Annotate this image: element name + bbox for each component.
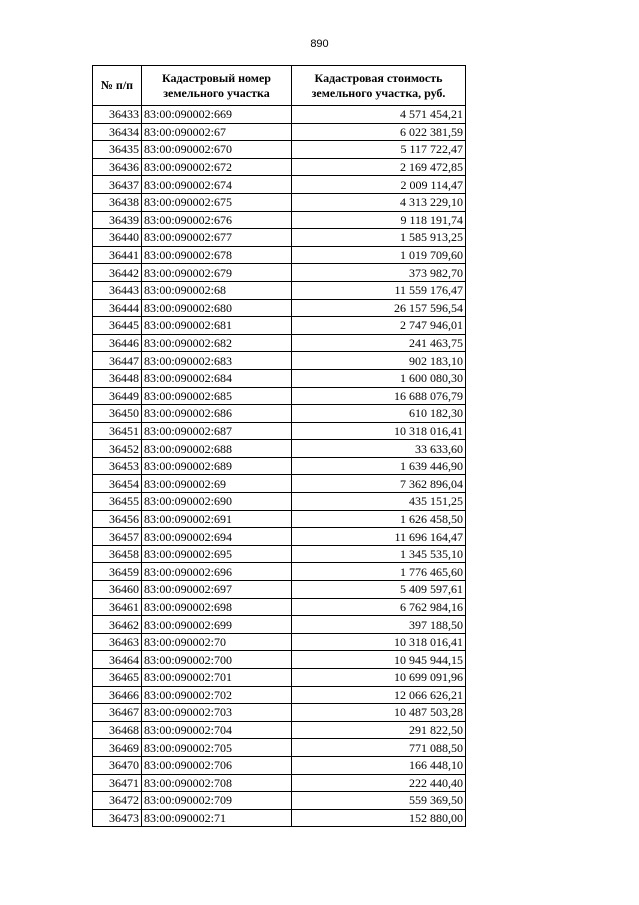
table-row [93, 440, 466, 458]
cadastral-value-cell: 241 463,75 [292, 334, 466, 352]
table-row [93, 193, 466, 211]
table-row [93, 229, 466, 247]
cadastral-value-cell: 1 585 913,25 [292, 229, 466, 247]
cadastral-number-cell: 83:00:090002:70 [142, 633, 292, 651]
cadastral-number-cell: 83:00:090002:709 [142, 792, 292, 810]
row-number-cell: 36469 [93, 739, 142, 757]
row-number-cell: 36451 [93, 422, 142, 440]
cadastral-value-cell: 6 762 984,16 [292, 598, 466, 616]
cadastral-number-cell: 83:00:090002:702 [142, 686, 292, 704]
cadastral-number-cell: 83:00:090002:672 [142, 158, 292, 176]
cadastral-number-cell: 83:00:090002:678 [142, 246, 292, 264]
row-number-cell: 36465 [93, 669, 142, 687]
row-number-cell: 36456 [93, 510, 142, 528]
table-body [93, 106, 466, 827]
cadastral-value-cell: 4 313 229,10 [292, 193, 466, 211]
table-row [93, 774, 466, 792]
cadastral-number-cell: 83:00:090002:703 [142, 704, 292, 722]
cadastral-value-cell: 397 188,50 [292, 616, 466, 634]
row-number-cell: 36435 [93, 141, 142, 159]
header-row-number: № п/п [93, 66, 142, 106]
cadastral-value-cell: 435 151,25 [292, 493, 466, 511]
row-number-cell: 36441 [93, 246, 142, 264]
cadastral-number-cell: 83:00:090002:675 [142, 193, 292, 211]
cadastral-value-cell: 1 776 465,60 [292, 563, 466, 581]
row-number-cell: 36461 [93, 598, 142, 616]
cadastral-number-cell: 83:00:090002:700 [142, 651, 292, 669]
cadastral-number-cell: 83:00:090002:681 [142, 317, 292, 335]
row-number-cell: 36447 [93, 352, 142, 370]
table-row [93, 457, 466, 475]
cadastral-number-cell: 83:00:090002:696 [142, 563, 292, 581]
table-row [93, 176, 466, 194]
cadastral-number-cell: 83:00:090002:694 [142, 528, 292, 546]
table-row [93, 422, 466, 440]
table-row [93, 475, 466, 493]
cadastral-value-cell: 152 880,00 [292, 809, 466, 827]
table-row [93, 563, 466, 581]
row-number-cell: 36438 [93, 193, 142, 211]
cadastral-number-cell: 83:00:090002:686 [142, 405, 292, 423]
row-number-cell: 36458 [93, 545, 142, 563]
cadastral-number-cell: 83:00:090002:695 [142, 545, 292, 563]
cadastral-value-cell: 1 019 709,60 [292, 246, 466, 264]
cadastral-number-cell: 83:00:090002:677 [142, 229, 292, 247]
cadastral-value-cell: 10 318 016,41 [292, 633, 466, 651]
cadastral-value-cell: 373 982,70 [292, 264, 466, 282]
table-row [93, 528, 466, 546]
row-number-cell: 36470 [93, 756, 142, 774]
page-number: 890 [310, 38, 329, 50]
cadastral-value-cell: 10 318 016,41 [292, 422, 466, 440]
cadastral-value-cell: 11 696 164,47 [292, 528, 466, 546]
cadastral-value-cell: 1 639 446,90 [292, 457, 466, 475]
table-row [93, 739, 466, 757]
row-number-cell: 36460 [93, 581, 142, 599]
cadastral-value-cell: 2 009 114,47 [292, 176, 466, 194]
row-number-cell: 36434 [93, 123, 142, 141]
table-row [93, 633, 466, 651]
cadastral-number-cell: 83:00:090002:674 [142, 176, 292, 194]
cadastral-number-cell: 83:00:090002:704 [142, 721, 292, 739]
table-row [93, 158, 466, 176]
row-number-cell: 36455 [93, 493, 142, 511]
table-row [93, 334, 466, 352]
row-number-cell: 36443 [93, 281, 142, 299]
table-row [93, 281, 466, 299]
table-row [93, 598, 466, 616]
header-cadastral-number: Кадастровый номер земельного участка [142, 66, 292, 106]
cadastral-value-cell: 33 633,60 [292, 440, 466, 458]
cadastral-value-cell: 2 169 472,85 [292, 158, 466, 176]
cadastral-value-cell: 559 369,50 [292, 792, 466, 810]
table-row [93, 405, 466, 423]
table-row [93, 211, 466, 229]
cadastral-number-cell: 83:00:090002:698 [142, 598, 292, 616]
header-row [93, 66, 466, 106]
table-row [93, 651, 466, 669]
table-row [93, 686, 466, 704]
table-row [93, 317, 466, 335]
cadastral-number-cell: 83:00:090002:680 [142, 299, 292, 317]
cadastral-number-cell: 83:00:090002:691 [142, 510, 292, 528]
row-number-cell: 36452 [93, 440, 142, 458]
table-row [93, 299, 466, 317]
row-number-cell: 36466 [93, 686, 142, 704]
cadastral-value-cell: 610 182,30 [292, 405, 466, 423]
cadastral-number-cell: 83:00:090002:699 [142, 616, 292, 634]
row-number-cell: 36449 [93, 387, 142, 405]
row-number-cell: 36437 [93, 176, 142, 194]
table-row [93, 756, 466, 774]
cadastral-number-cell: 83:00:090002:68 [142, 281, 292, 299]
table-row [93, 106, 466, 124]
cadastral-value-cell: 5 117 722,47 [292, 141, 466, 159]
cadastral-value-cell: 10 699 091,96 [292, 669, 466, 687]
cadastral-value-cell: 5 409 597,61 [292, 581, 466, 599]
row-number-cell: 36444 [93, 299, 142, 317]
cadastral-number-cell: 83:00:090002:688 [142, 440, 292, 458]
row-number-cell: 36472 [93, 792, 142, 810]
cadastral-number-cell: 83:00:090002:706 [142, 756, 292, 774]
row-number-cell: 36453 [93, 457, 142, 475]
table-row [93, 387, 466, 405]
row-number-cell: 36467 [93, 704, 142, 722]
cadastral-number-cell: 83:00:090002:684 [142, 369, 292, 387]
cadastral-value-cell: 7 362 896,04 [292, 475, 466, 493]
row-number-cell: 36471 [93, 774, 142, 792]
table-row [93, 792, 466, 810]
cadastral-number-cell: 83:00:090002:670 [142, 141, 292, 159]
cadastral-value-cell: 291 822,50 [292, 721, 466, 739]
row-number-cell: 36445 [93, 317, 142, 335]
row-number-cell: 36464 [93, 651, 142, 669]
row-number-cell: 36463 [93, 633, 142, 651]
cadastral-number-cell: 83:00:090002:708 [142, 774, 292, 792]
cadastral-number-cell: 83:00:090002:683 [142, 352, 292, 370]
table-row [93, 616, 466, 634]
cadastral-number-cell: 83:00:090002:67 [142, 123, 292, 141]
cadastral-value-cell: 222 440,40 [292, 774, 466, 792]
cadastral-value-cell: 10 945 944,15 [292, 651, 466, 669]
row-number-cell: 36462 [93, 616, 142, 634]
row-number-cell: 36468 [93, 721, 142, 739]
table-header [93, 66, 466, 106]
cadastral-number-cell: 83:00:090002:689 [142, 457, 292, 475]
row-number-cell: 36457 [93, 528, 142, 546]
table-row [93, 669, 466, 687]
table-row [93, 581, 466, 599]
table-row [93, 545, 466, 563]
header-cadastral-value: Кадастровая стоимость земельного участка, руб. [292, 66, 466, 106]
cadastral-number-cell: 83:00:090002:676 [142, 211, 292, 229]
cadastral-value-cell: 771 088,50 [292, 739, 466, 757]
cadastral-value-cell: 1 345 535,10 [292, 545, 466, 563]
cadastral-number-cell: 83:00:090002:685 [142, 387, 292, 405]
cadastral-value-cell: 4 571 454,21 [292, 106, 466, 124]
cadastral-value-cell: 6 022 381,59 [292, 123, 466, 141]
row-number-cell: 36442 [93, 264, 142, 282]
cadastral-number-cell: 83:00:090002:679 [142, 264, 292, 282]
table-row [93, 809, 466, 827]
cadastral-number-cell: 83:00:090002:682 [142, 334, 292, 352]
table-row [93, 493, 466, 511]
table-row [93, 246, 466, 264]
cadastral-value-cell: 9 118 191,74 [292, 211, 466, 229]
table-row [93, 704, 466, 722]
cadastral-number-cell: 83:00:090002:705 [142, 739, 292, 757]
table-row [93, 510, 466, 528]
row-number-cell: 36454 [93, 475, 142, 493]
cadastral-value-table [92, 65, 466, 827]
row-number-cell: 36439 [93, 211, 142, 229]
cadastral-value-cell: 16 688 076,79 [292, 387, 466, 405]
cadastral-number-cell: 83:00:090002:71 [142, 809, 292, 827]
row-number-cell: 36440 [93, 229, 142, 247]
row-number-cell: 36436 [93, 158, 142, 176]
cadastral-value-cell: 11 559 176,47 [292, 281, 466, 299]
cadastral-number-cell: 83:00:090002:690 [142, 493, 292, 511]
cadastral-number-cell: 83:00:090002:701 [142, 669, 292, 687]
table-row [93, 264, 466, 282]
cadastral-number-cell: 83:00:090002:687 [142, 422, 292, 440]
cadastral-value-cell: 2 747 946,01 [292, 317, 466, 335]
table-row [93, 123, 466, 141]
cadastral-number-cell: 83:00:090002:697 [142, 581, 292, 599]
table-row [93, 369, 466, 387]
row-number-cell: 36433 [93, 106, 142, 124]
cadastral-value-cell: 1 600 080,30 [292, 369, 466, 387]
row-number-cell: 36459 [93, 563, 142, 581]
cadastral-value-cell: 1 626 458,50 [292, 510, 466, 528]
cadastral-value-cell: 166 448,10 [292, 756, 466, 774]
table-row [93, 141, 466, 159]
cadastral-value-cell: 10 487 503,28 [292, 704, 466, 722]
row-number-cell: 36446 [93, 334, 142, 352]
cadastral-number-cell: 83:00:090002:69 [142, 475, 292, 493]
row-number-cell: 36448 [93, 369, 142, 387]
cadastral-value-cell: 26 157 596,54 [292, 299, 466, 317]
table-row [93, 352, 466, 370]
row-number-cell: 36450 [93, 405, 142, 423]
row-number-cell: 36473 [93, 809, 142, 827]
table-row [93, 721, 466, 739]
cadastral-value-cell: 902 183,10 [292, 352, 466, 370]
cadastral-value-cell: 12 066 626,21 [292, 686, 466, 704]
cadastral-number-cell: 83:00:090002:669 [142, 106, 292, 124]
